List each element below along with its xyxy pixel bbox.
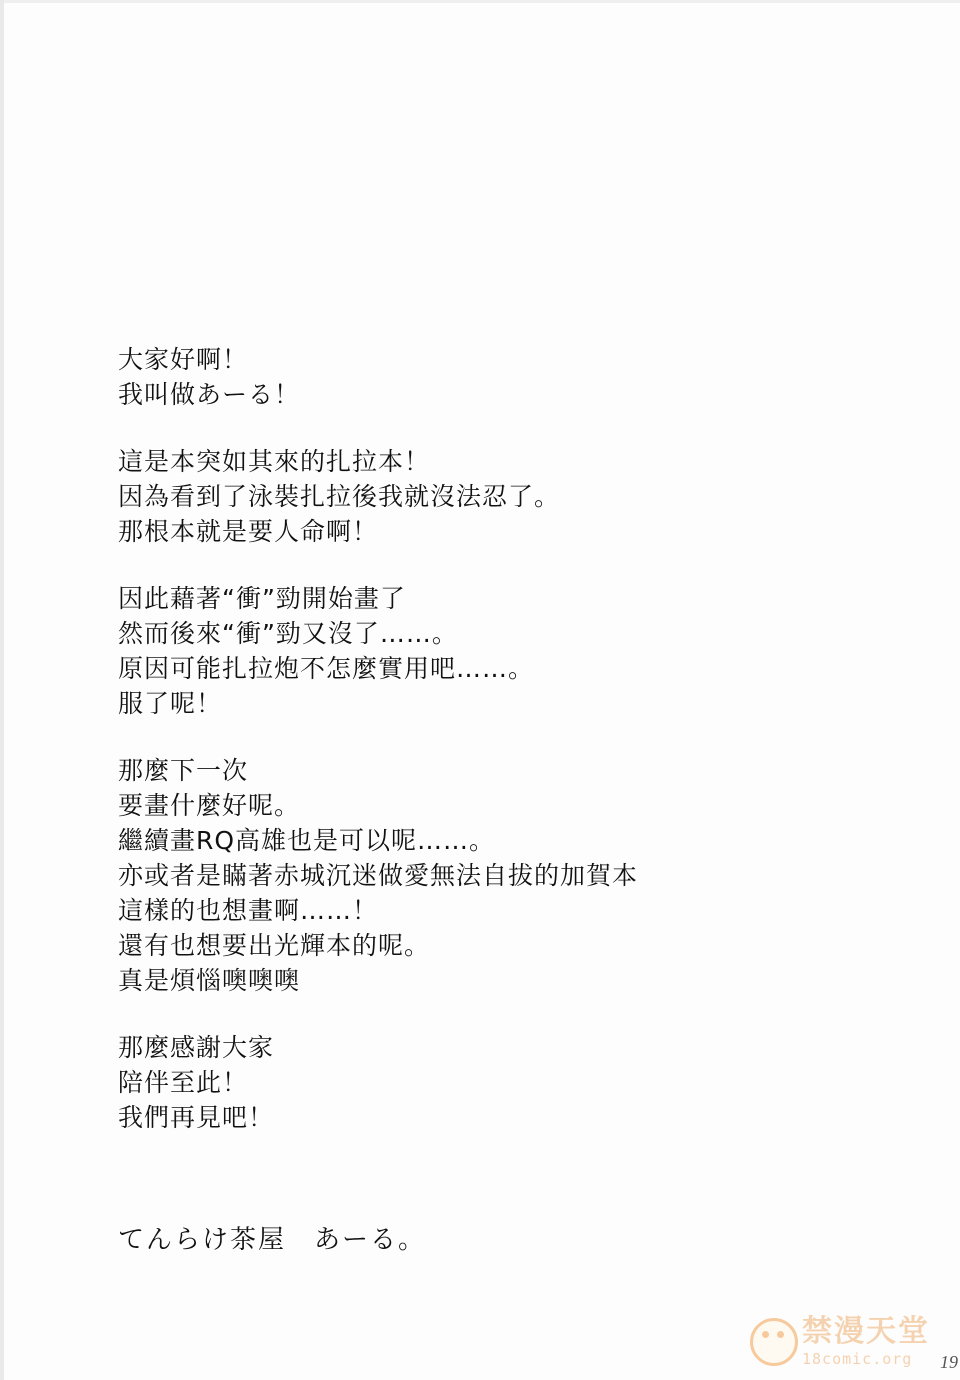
text-line: 我叫做あーる！ bbox=[118, 380, 301, 409]
text-line: 原因可能扎拉炮不怎麼實用吧……。 bbox=[118, 654, 535, 683]
text-line: 真是煩惱噢噢噢 bbox=[118, 966, 301, 995]
text-line: 陪伴至此！ bbox=[118, 1068, 249, 1097]
text-line: 這樣的也想畫啊……！ bbox=[118, 896, 379, 925]
text-line: 那麼下一次 bbox=[118, 756, 249, 785]
page-left-edge bbox=[0, 0, 4, 1380]
paragraph-thanks bbox=[118, 1030, 838, 1135]
paragraph-greeting bbox=[118, 342, 838, 412]
site-watermark bbox=[750, 1310, 940, 1372]
paragraph-next-plans bbox=[118, 753, 838, 998]
paragraph-intro bbox=[118, 444, 838, 549]
text-line: 繼續畫RQ高雄也是可以呢……。 bbox=[118, 826, 496, 855]
watermark-title: 禁漫天堂 bbox=[802, 1314, 930, 1349]
text-line: 然而後來“衝”勁又沒了……。 bbox=[118, 619, 458, 648]
text-line: 那麼感謝大家 bbox=[118, 1033, 275, 1062]
text-line: 服了呢！ bbox=[118, 689, 223, 718]
text-line: 我們再見吧！ bbox=[118, 1103, 275, 1132]
paragraph-motivation bbox=[118, 581, 838, 721]
author-signature: てんらけ茶屋 あーる。 bbox=[118, 1225, 427, 1255]
text-line: 因此藉著“衝”勁開始畫了 bbox=[118, 584, 406, 613]
text-line: 要畫什麼好呢。 bbox=[118, 791, 301, 820]
text-line: 這是本突如其來的扎拉本！ bbox=[118, 447, 431, 476]
text-line: 還有也想要出光輝本的呢。 bbox=[118, 931, 431, 960]
text-line: 因為看到了泳裝扎拉後我就沒法忍了。 bbox=[118, 482, 561, 511]
watermark-url: 18comic.org bbox=[802, 1350, 913, 1368]
page-number: 19 bbox=[940, 1352, 958, 1372]
text-line: 那根本就是要人命啊！ bbox=[118, 517, 379, 546]
text-line: 亦或者是瞞著赤城沉迷做愛無法自拔的加賀本 bbox=[118, 861, 639, 890]
page-top-edge bbox=[0, 0, 960, 3]
text-line: 大家好啊！ bbox=[118, 345, 249, 374]
mascot-logo-icon bbox=[750, 1318, 798, 1366]
afterword-text bbox=[118, 342, 838, 1167]
